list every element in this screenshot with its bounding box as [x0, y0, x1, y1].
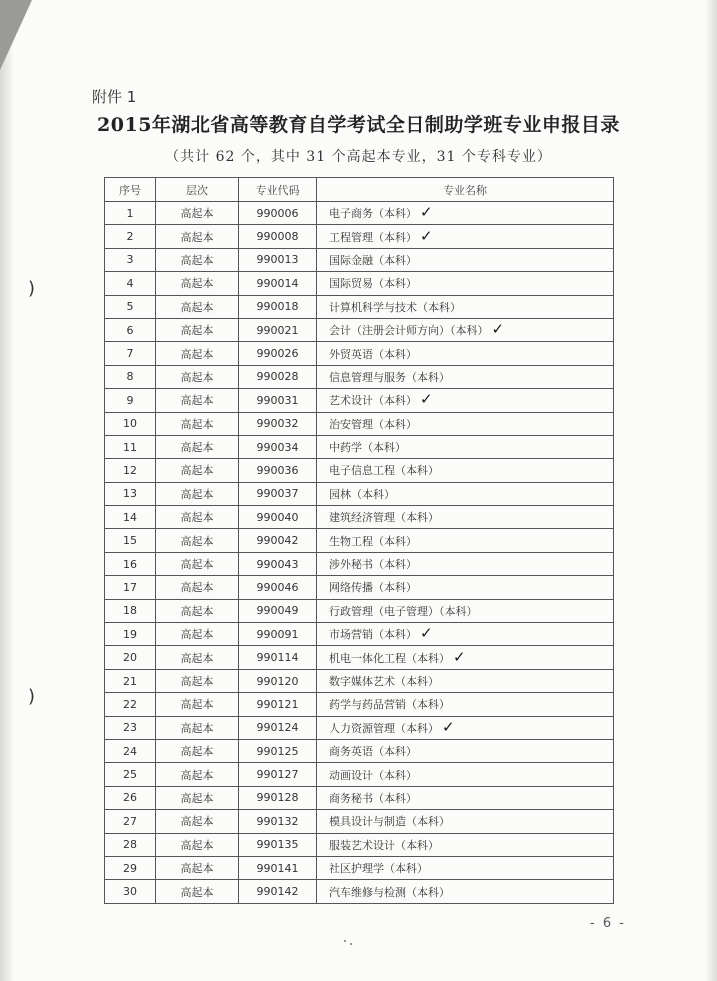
header-level: 层次	[156, 178, 239, 202]
row-level-text: 高起本	[180, 885, 214, 899]
row-number	[105, 576, 156, 599]
row-level	[156, 506, 239, 529]
row-level	[156, 202, 239, 225]
row-major-name	[317, 786, 614, 809]
row-level	[156, 786, 239, 809]
row-number	[105, 435, 156, 458]
row-level	[156, 623, 239, 646]
binding-mark: )	[28, 278, 36, 299]
row-major-name-text: 商务秘书（本科）	[329, 791, 417, 805]
row-level-text: 高起本	[180, 230, 214, 244]
row-level-text: 高起本	[180, 534, 214, 548]
table-row	[105, 786, 614, 809]
row-major-name-text: 国际金融（本科）	[329, 253, 417, 267]
row-major-name	[317, 225, 614, 248]
row-code-text: 990014	[256, 276, 299, 290]
row-code	[239, 225, 317, 248]
row-code-text: 990124	[256, 721, 299, 735]
row-level	[156, 459, 239, 482]
row-code-text: 990008	[256, 230, 299, 244]
row-level	[156, 412, 239, 435]
row-code	[239, 389, 317, 412]
table-row	[105, 412, 614, 435]
table-row	[105, 576, 614, 599]
row-level	[156, 576, 239, 599]
row-code	[239, 599, 317, 622]
row-major-name	[317, 763, 614, 786]
row-code	[239, 529, 317, 552]
row-level	[156, 693, 239, 716]
row-code	[239, 763, 317, 786]
row-number-text: 24	[123, 744, 137, 758]
table-row	[105, 599, 614, 622]
row-code	[239, 856, 317, 879]
table-row	[105, 810, 614, 833]
row-level-text: 高起本	[180, 815, 214, 829]
row-major-name-text: 治安管理（本科）	[329, 417, 417, 431]
row-number-text: 19	[123, 627, 137, 641]
row-code-text: 990031	[256, 393, 299, 407]
row-level	[156, 552, 239, 575]
row-major-name	[317, 856, 614, 879]
row-number	[105, 786, 156, 809]
row-major-name-text: 模具设计与制造（本科）	[329, 815, 450, 829]
table-row	[105, 295, 614, 318]
row-major-name	[317, 693, 614, 716]
row-level-text: 高起本	[180, 745, 214, 759]
row-major-name-text: 涉外秘书（本科）	[329, 558, 417, 572]
row-number-text: 6	[126, 323, 134, 337]
row-level	[156, 833, 239, 856]
row-major-name-text: 药学与药品营销（本科）	[329, 698, 450, 712]
row-level-text: 高起本	[180, 370, 214, 384]
row-code	[239, 576, 317, 599]
table-row	[105, 506, 614, 529]
row-level	[156, 482, 239, 505]
row-number	[105, 365, 156, 388]
row-number-text: 17	[123, 580, 137, 594]
row-level	[156, 365, 239, 388]
handwritten-check-icon: ✓	[453, 647, 466, 666]
row-major-name-text: 机电一体化工程（本科）	[329, 651, 450, 665]
row-major-name-text: 工程管理（本科）	[329, 230, 417, 244]
row-level	[156, 810, 239, 833]
row-level-text: 高起本	[180, 862, 214, 876]
row-level-text: 高起本	[180, 253, 214, 267]
row-number	[105, 693, 156, 716]
row-major-name-text: 艺术设计（本科）	[329, 394, 417, 408]
row-number-text: 25	[123, 768, 137, 782]
row-code	[239, 646, 317, 669]
table-row	[105, 716, 614, 739]
row-major-name	[317, 318, 614, 341]
row-number	[105, 880, 156, 903]
row-number-text: 18	[123, 604, 137, 618]
row-level-text: 高起本	[180, 791, 214, 805]
table-header-row	[105, 178, 614, 202]
row-major-name-text: 计算机科学与技术（本科）	[329, 300, 461, 314]
row-level-text: 高起本	[180, 628, 214, 642]
row-level	[156, 716, 239, 739]
row-code-text: 990042	[256, 534, 299, 548]
row-code-text: 990132	[256, 814, 299, 828]
row-level-text: 高起本	[180, 698, 214, 712]
row-level	[156, 669, 239, 692]
row-code	[239, 739, 317, 762]
document-title: 2015年湖北省高等教育自学考试全日制助学班专业申报目录	[97, 114, 620, 136]
row-level	[156, 646, 239, 669]
row-number-text: 14	[123, 510, 137, 524]
row-code-text: 990142	[256, 885, 299, 899]
row-major-name	[317, 529, 614, 552]
table-row	[105, 552, 614, 575]
row-major-name-text: 园林（本科）	[329, 487, 395, 501]
row-number	[105, 389, 156, 412]
row-number	[105, 739, 156, 762]
row-level	[156, 389, 239, 412]
row-number	[105, 342, 156, 365]
row-number-text: 13	[123, 487, 137, 501]
row-code	[239, 786, 317, 809]
row-level	[156, 225, 239, 248]
row-level	[156, 880, 239, 903]
table-row	[105, 248, 614, 271]
header-code: 专业代码	[239, 178, 317, 202]
row-major-name	[317, 646, 614, 669]
row-number	[105, 295, 156, 318]
row-level-text: 高起本	[180, 324, 214, 338]
row-number	[105, 833, 156, 856]
row-number	[105, 716, 156, 739]
row-level-text: 高起本	[180, 581, 214, 595]
row-level	[156, 342, 239, 365]
row-code-text: 990021	[256, 323, 299, 337]
row-number-text: 28	[123, 838, 137, 852]
header-major-name: 专业名称	[317, 178, 614, 202]
row-level-text: 高起本	[180, 558, 214, 572]
table-row	[105, 693, 614, 716]
row-level-text: 高起本	[180, 487, 214, 501]
row-major-name	[317, 389, 614, 412]
row-major-name	[317, 482, 614, 505]
row-code	[239, 248, 317, 271]
row-major-name	[317, 365, 614, 388]
row-number	[105, 669, 156, 692]
row-code	[239, 272, 317, 295]
row-code-text: 990036	[256, 463, 299, 477]
table-row	[105, 833, 614, 856]
row-number	[105, 506, 156, 529]
row-code	[239, 202, 317, 225]
table-row	[105, 529, 614, 552]
row-major-name-text: 外贸英语（本科）	[329, 347, 417, 361]
row-number	[105, 810, 156, 833]
row-major-name-text: 市场营销（本科）	[329, 628, 417, 642]
row-code	[239, 669, 317, 692]
row-level	[156, 435, 239, 458]
table-row	[105, 880, 614, 903]
row-major-name-text: 网络传播（本科）	[329, 581, 417, 595]
row-number-text: 3	[126, 253, 134, 267]
row-code-text: 990013	[256, 253, 299, 267]
row-code-text: 990032	[256, 417, 299, 431]
row-major-name-text: 人力资源管理（本科）	[329, 721, 439, 735]
row-major-name	[317, 202, 614, 225]
row-number-text: 2	[126, 230, 134, 244]
row-code	[239, 412, 317, 435]
row-code-text: 990121	[256, 697, 299, 711]
row-major-name	[317, 552, 614, 575]
row-number-text: 1	[126, 206, 134, 220]
row-major-name	[317, 739, 614, 762]
row-number-text: 23	[123, 721, 137, 735]
row-major-name-text: 会计（注册会计师方向）（本科）	[329, 324, 489, 338]
table-row	[105, 389, 614, 412]
table-row	[105, 435, 614, 458]
row-level-text: 高起本	[180, 511, 214, 525]
row-level-text: 高起本	[180, 347, 214, 361]
row-level	[156, 856, 239, 879]
row-major-name	[317, 833, 614, 856]
row-level-text: 高起本	[180, 394, 214, 408]
row-number	[105, 623, 156, 646]
table-row	[105, 202, 614, 225]
row-number-text: 11	[123, 440, 137, 454]
row-number-text: 15	[123, 534, 137, 548]
row-major-name	[317, 342, 614, 365]
row-major-name-text: 电子商务（本科）	[329, 207, 417, 221]
row-code	[239, 459, 317, 482]
row-number	[105, 225, 156, 248]
table-row	[105, 646, 614, 669]
row-number	[105, 646, 156, 669]
row-code-text: 990128	[256, 791, 299, 805]
row-major-name-text: 中药学（本科）	[329, 441, 406, 455]
row-number-text: 8	[126, 370, 134, 384]
row-number-text: 10	[123, 417, 137, 431]
row-code	[239, 693, 317, 716]
row-major-name	[317, 880, 614, 903]
row-code-text: 990046	[256, 580, 299, 594]
row-code	[239, 482, 317, 505]
row-code-text: 990043	[256, 557, 299, 571]
row-major-name	[317, 599, 614, 622]
row-major-name	[317, 810, 614, 833]
table-row	[105, 225, 614, 248]
table-row	[105, 763, 614, 786]
row-number	[105, 412, 156, 435]
row-major-name-text: 建筑经济管理（本科）	[329, 511, 439, 525]
row-level-text: 高起本	[180, 207, 214, 221]
row-code-text: 990049	[256, 604, 299, 618]
row-level-text: 高起本	[180, 768, 214, 782]
row-code-text: 990006	[256, 206, 299, 220]
row-code-text: 990034	[256, 440, 299, 454]
row-code-text: 990125	[256, 744, 299, 758]
row-major-name	[317, 248, 614, 271]
handwritten-check-icon: ✓	[491, 320, 505, 339]
row-major-name	[317, 295, 614, 318]
handwritten-check-icon: ✓	[420, 624, 433, 643]
row-major-name	[317, 506, 614, 529]
row-major-name	[317, 459, 614, 482]
row-major-name-text: 商务英语（本科）	[329, 745, 417, 759]
row-number-text: 12	[123, 463, 137, 477]
table-row	[105, 482, 614, 505]
row-code-text: 990135	[256, 838, 299, 852]
row-level-text: 高起本	[180, 464, 214, 478]
row-major-name	[317, 576, 614, 599]
row-number-text: 20	[123, 651, 137, 665]
handwritten-check-icon: ✓	[420, 203, 433, 222]
binding-mark: )	[28, 686, 36, 707]
table-row	[105, 459, 614, 482]
row-code-text: 990026	[256, 347, 299, 361]
scan-speck	[344, 940, 346, 942]
page-number: - 6 -	[590, 916, 626, 931]
row-number-text: 9	[126, 393, 134, 407]
row-major-name-text: 汽车维修与检测（本科）	[329, 885, 450, 899]
row-major-name	[317, 412, 614, 435]
row-level	[156, 272, 239, 295]
row-number-text: 5	[126, 300, 134, 314]
major-list-table	[104, 177, 614, 904]
row-major-name	[317, 669, 614, 692]
row-major-name-text: 行政管理（电子管理）（本科）	[329, 604, 478, 618]
row-number	[105, 763, 156, 786]
row-level-text: 高起本	[180, 604, 214, 618]
row-code	[239, 716, 317, 739]
row-level-text: 高起本	[180, 721, 214, 735]
handwritten-check-icon: ✓	[420, 390, 433, 409]
row-major-name	[317, 716, 614, 739]
row-level	[156, 599, 239, 622]
table-row	[105, 272, 614, 295]
row-major-name-text: 电子信息工程（本科）	[329, 464, 439, 478]
row-level-text: 高起本	[180, 277, 214, 291]
row-major-name-text: 国际贸易（本科）	[329, 277, 417, 291]
handwritten-check-icon: ✓	[442, 717, 455, 736]
row-code	[239, 318, 317, 341]
row-number-text: 4	[126, 276, 134, 290]
row-number	[105, 202, 156, 225]
row-number	[105, 482, 156, 505]
row-major-name	[317, 272, 614, 295]
row-code-text: 990028	[256, 370, 299, 384]
row-level	[156, 763, 239, 786]
row-major-name-text: 生物工程（本科）	[329, 534, 417, 548]
row-code-text: 990141	[256, 861, 299, 875]
table-row	[105, 318, 614, 341]
row-major-name-text: 服装艺术设计（本科）	[329, 838, 439, 852]
row-major-name-text: 社区护理学（本科）	[329, 862, 428, 876]
row-code	[239, 810, 317, 833]
row-code	[239, 365, 317, 388]
table-row	[105, 856, 614, 879]
row-number	[105, 856, 156, 879]
row-number-text: 27	[123, 814, 137, 828]
row-code	[239, 623, 317, 646]
row-code-text: 990018	[256, 300, 299, 314]
row-number-text: 26	[123, 791, 137, 805]
table-row	[105, 669, 614, 692]
header-number: 序号	[105, 178, 156, 202]
attachment-label: 附件 1	[92, 88, 137, 106]
row-code	[239, 833, 317, 856]
row-level	[156, 248, 239, 271]
row-number	[105, 318, 156, 341]
row-code	[239, 435, 317, 458]
row-level	[156, 739, 239, 762]
row-number	[105, 599, 156, 622]
row-major-name-text: 信息管理与服务（本科）	[329, 370, 450, 384]
row-level-text: 高起本	[180, 417, 214, 431]
document-subtitle: （共计 62 个，其中 31 个高起本专业，31 个专科专业）	[165, 149, 552, 165]
row-major-name-text: 动画设计（本科）	[329, 768, 417, 782]
row-number-text: 30	[123, 885, 137, 899]
row-code-text: 990040	[256, 510, 299, 524]
row-code-text: 990091	[256, 627, 299, 641]
row-number	[105, 529, 156, 552]
row-number	[105, 552, 156, 575]
row-number	[105, 272, 156, 295]
row-number-text: 7	[126, 347, 134, 361]
row-number-text: 16	[123, 557, 137, 571]
row-level	[156, 318, 239, 341]
row-number	[105, 459, 156, 482]
table-row	[105, 342, 614, 365]
row-major-name	[317, 623, 614, 646]
row-level	[156, 295, 239, 318]
row-code-text: 990120	[256, 674, 299, 688]
row-code-text: 990127	[256, 768, 299, 782]
table-row	[105, 365, 614, 388]
row-level-text: 高起本	[180, 838, 214, 852]
scan-speck	[350, 943, 352, 945]
row-level	[156, 529, 239, 552]
handwritten-check-icon: ✓	[420, 226, 433, 245]
row-level-text: 高起本	[180, 675, 214, 688]
row-code-text: 990114	[256, 651, 299, 665]
row-code	[239, 342, 317, 365]
row-code	[239, 295, 317, 318]
table-row	[105, 623, 614, 646]
row-level-text: 高起本	[180, 651, 214, 665]
row-major-name	[317, 435, 614, 458]
row-number-text: 21	[123, 674, 137, 688]
row-number	[105, 248, 156, 271]
row-level-text: 高起本	[180, 300, 214, 314]
row-number-text: 22	[123, 697, 137, 711]
row-code	[239, 880, 317, 903]
row-level-text: 高起本	[180, 441, 214, 455]
row-code-text: 990037	[256, 487, 299, 501]
row-number-text: 29	[123, 861, 137, 875]
row-major-name-text: 数字媒体艺术（本科）	[329, 675, 439, 688]
row-code	[239, 506, 317, 529]
row-code	[239, 552, 317, 575]
folded-corner	[0, 0, 32, 70]
table-row	[105, 739, 614, 762]
